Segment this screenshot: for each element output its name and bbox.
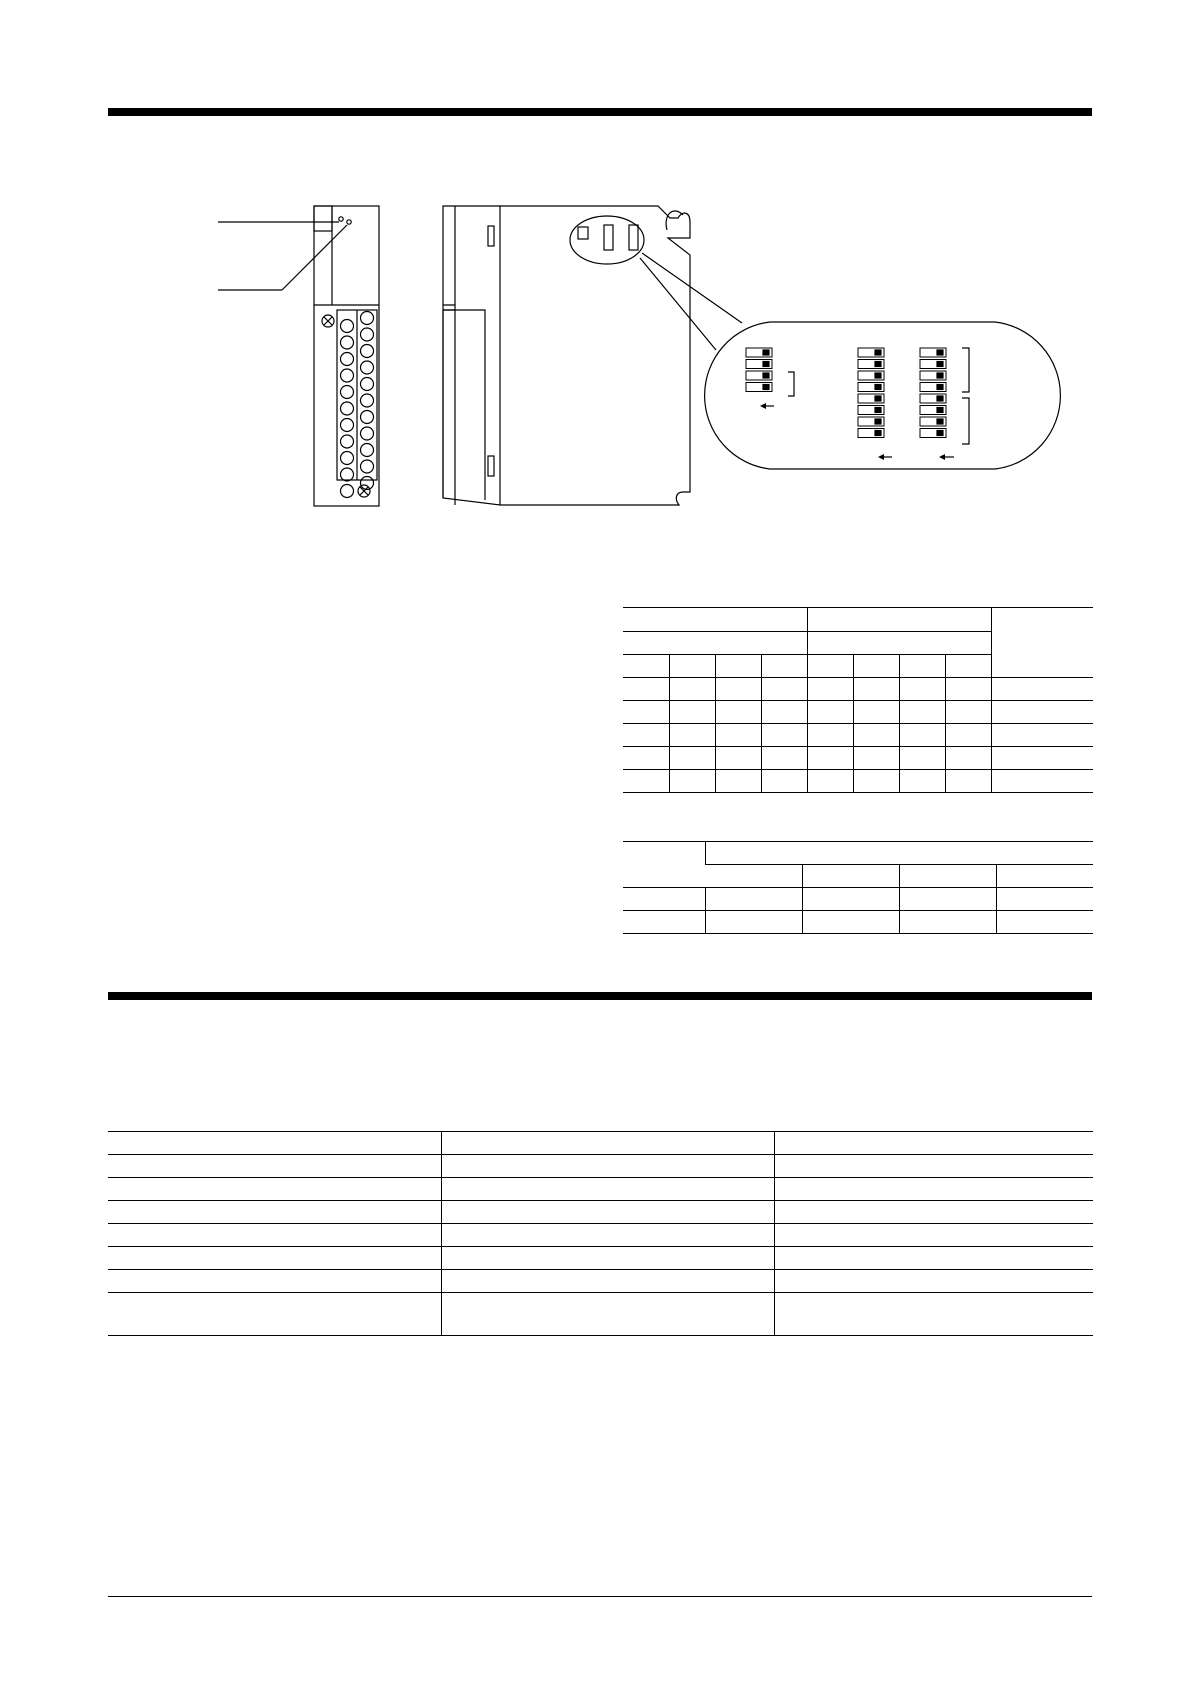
tablea-cell [669,678,715,701]
dip-switch-knob [763,362,769,367]
section-2-rule [108,992,1092,1000]
terminal-screw-icon [361,378,374,391]
dip-switch-knob [937,431,943,436]
terminal-screw-icon [361,328,374,341]
dip-switch-knob [875,362,881,367]
tablea-cell [899,724,945,747]
dip-switch-knob [875,396,881,401]
tablea-cell [853,701,899,724]
tablec-row [108,1132,1093,1155]
tableb-cell [623,888,705,911]
tablec-cell [441,1224,774,1247]
terminal-screw-icon [361,312,374,325]
tablea-cell [761,747,807,770]
tablec-cell [108,1155,441,1178]
tablec-cell [441,1132,774,1155]
tablea-cell [761,770,807,793]
terminal-screw-icon [341,369,354,382]
tablea-cell [623,678,669,701]
tablea-row [623,678,1093,701]
tablea-cell [761,701,807,724]
tablec-cell [108,1224,441,1247]
tablea-cell [807,724,853,747]
tablea-cell [669,770,715,793]
tablec-cell [774,1178,1093,1201]
tablea-cell [991,747,1093,770]
tableb-cell [996,888,1093,911]
setting-table-b [623,841,1093,934]
dip-switch-knob [875,408,881,413]
tablea-cell [945,770,991,793]
tablea-cell [853,770,899,793]
tablec-cell [108,1293,441,1336]
tablea-cell [715,724,761,747]
tablea-cell [853,747,899,770]
led-indicator-1 [339,217,343,221]
dip-switch-detail-outline [705,322,1061,469]
dip-switch-knob [763,350,769,355]
tablea-cell [807,770,853,793]
tablec-row [108,1293,1093,1336]
tablec-cell [774,1132,1093,1155]
tablea-cell [715,747,761,770]
tablea-cell [945,701,991,724]
tablec-cell [774,1201,1093,1224]
bracket-c [962,398,969,444]
terminal-screw-icon [341,468,354,481]
tablec-cell [774,1293,1093,1336]
tablec-row [108,1224,1093,1247]
tablec-cell [108,1270,441,1293]
terminal-screw-icon [361,411,374,424]
header-result [991,608,1093,678]
dip-switch-knob [763,373,769,378]
terminal-screw-icon [341,336,354,349]
tablea-cell [715,701,761,724]
tablea-cell [623,724,669,747]
terminal-screw-icon [341,402,354,415]
terminal-screw-icon [361,361,374,374]
dip-switch-detail [746,348,946,438]
terminal-screw-icon [341,419,354,432]
tablea-cell [807,747,853,770]
dip-switch-knob [937,408,943,413]
tableb-cell [899,911,996,934]
dip-switch-area [570,216,644,264]
tablec-row [108,1201,1093,1224]
tablea-cell [715,678,761,701]
terminal-screw-icon [361,394,374,407]
tablea-cell [853,724,899,747]
terminal-screw-icon [341,435,354,448]
tablea-cell [991,701,1093,724]
tablea-cell [623,770,669,793]
tablea-row [623,770,1093,793]
tablec-row [108,1178,1093,1201]
dip-switch-knob [875,350,881,355]
terminal-screw-icon [341,353,354,366]
terminal-screw-icon [341,386,354,399]
terminal-screw-icon [361,345,374,358]
bracket-a [788,372,794,396]
tablea-cell [623,747,669,770]
tablec-cell [108,1247,441,1270]
front-view [218,206,379,506]
tablec-cell [441,1178,774,1201]
tablec-row [108,1155,1093,1178]
tablea-row [623,701,1093,724]
tablec-cell [441,1155,774,1178]
tablec-cell [774,1224,1093,1247]
dip-setting-table [623,607,1093,793]
tableb-cell [623,911,705,934]
dip-switch-knob [937,385,943,390]
dip-switch-knob [875,431,881,436]
tablea-cell [715,770,761,793]
dip-switch-knob [937,396,943,401]
side-view [443,206,742,505]
tablec-row [108,1270,1093,1293]
tablec-cell [108,1178,441,1201]
dip-switch-knob [937,350,943,355]
tablec-cell [108,1132,441,1155]
tablea-row [623,747,1093,770]
tableb-cell [899,888,996,911]
tableb-row-header [623,842,705,888]
tableb-cell [996,911,1093,934]
header-group-2 [807,608,991,632]
terminal-screw-icon [341,452,354,465]
tablea-row [623,724,1093,747]
tablea-cell [945,678,991,701]
tablea-cell [669,701,715,724]
tablea-cell [945,724,991,747]
tablec-cell [441,1247,774,1270]
dip-switch-knob [937,419,943,424]
dip-switch-knob [875,419,881,424]
tablec-cell [774,1155,1093,1178]
tablea-cell [991,770,1093,793]
tablea-cell [807,701,853,724]
header-group-1 [623,608,807,632]
tableb-group-header [705,842,1093,865]
tablec-cell [441,1293,774,1336]
terminal-screw-icon [361,460,374,473]
tableb-cell [705,911,802,934]
tablec-cell [441,1270,774,1293]
tablea-cell [669,747,715,770]
tableb-cell [705,888,802,911]
bracket-b [962,348,969,392]
dip-switch-knob [937,373,943,378]
led-indicator-2 [347,220,351,224]
dip-switch-knob [937,362,943,367]
terminal-screw-icon [341,320,354,333]
tableb-cell [802,911,899,934]
tablea-cell [807,678,853,701]
tablea-cell [623,701,669,724]
tablec-cell [774,1270,1093,1293]
dip-switch-knob [763,385,769,390]
terminal-screw-icon [341,485,354,498]
tablea-cell [991,678,1093,701]
tablea-cell [991,724,1093,747]
tablea-cell [899,701,945,724]
spec-table [108,1131,1093,1336]
tablea-cell [945,747,991,770]
tablea-cell [899,678,945,701]
tableb-cell [802,888,899,911]
tablea-cell [669,724,715,747]
tablea-cell [899,747,945,770]
tablea-cell [853,678,899,701]
device-figure [0,0,1192,540]
tablec-cell [441,1201,774,1224]
dip-switch-knob [875,385,881,390]
tableb-row [623,888,1093,911]
terminal-screw-icon [361,427,374,440]
tablec-row [108,1247,1093,1270]
tablec-cell [774,1247,1093,1270]
footer-rule [108,1596,1092,1597]
tablea-cell [761,678,807,701]
tablea-cell [761,724,807,747]
dip-switch-knob [875,373,881,378]
tablec-cell [108,1201,441,1224]
tableb-row [623,911,1093,934]
tablea-cell [899,770,945,793]
terminal-screw-icon [361,444,374,457]
